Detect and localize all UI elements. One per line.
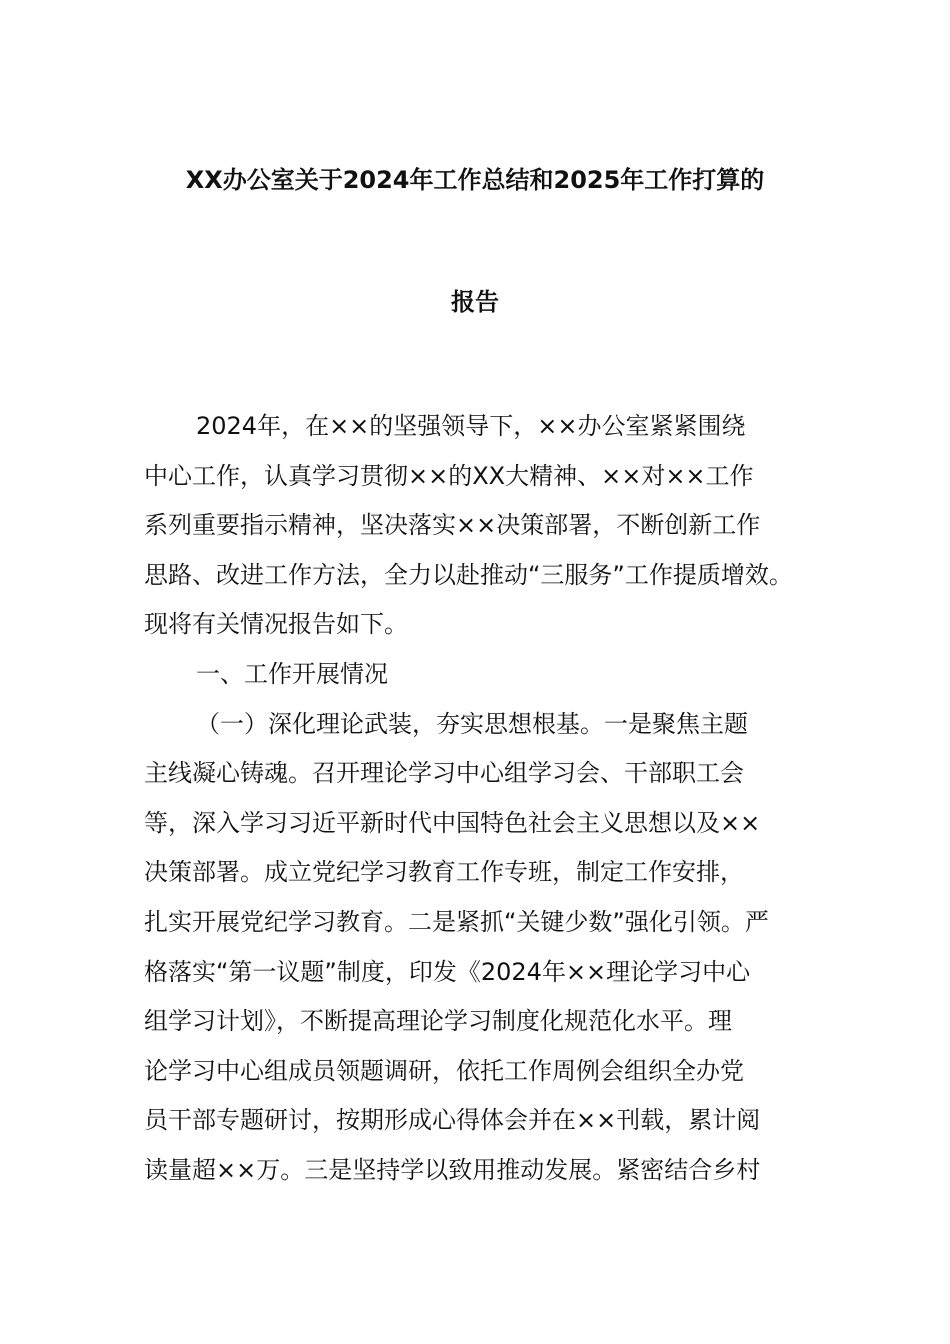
paragraph-line: （一）深化理论武装，夯实思想根基。一是聚焦主题 (196, 709, 748, 738)
document-body (144, 402, 824, 1196)
paragraph-line: 等，深入学习习近平新时代中国特色社会主义思想以及×× (144, 808, 761, 837)
paragraph-line: 决策部署。成立党纪学习教育工作专班，制定工作安排， (144, 858, 744, 887)
document-title-line-1: XX办公室关于2024年工作总结和2025年工作打算的 (185, 166, 765, 194)
paragraph-line: 论学习中心组成员领题调研，依托工作周例会组织全办党 (144, 1056, 744, 1085)
paragraph-line: 组学习计划》，不断提高理论学习制度化规范化水平。理 (144, 1007, 732, 1036)
paragraph-line: 员干部专题研讨，按期形成心得体会并在××刊载，累计阅 (144, 1106, 761, 1135)
document-title-line-2: 报告 (451, 288, 499, 316)
paragraph-line: 思路、改进工作方法，全力以赴推动“三服务”工作提质增效。 (144, 560, 793, 589)
paragraph-line: 现将有关情况报告如下。 (144, 610, 408, 639)
paragraph-line: 读量超××万。三是坚持学以致用推动发展。紧密结合乡村 (144, 1155, 761, 1184)
paragraph-line: 中心工作，认真学习贯彻××的XX大精神、××对××工作 (144, 461, 754, 490)
paragraph-line: 系列重要指示精神，坚决落实××决策部署，不断创新工作 (144, 511, 761, 540)
paragraph-line: 主线凝心铸魂。召开理论学习中心组学习会、干部职工会 (144, 759, 744, 788)
paragraph-line: 2024年，在××的坚强领导下，××办公室紧紧围绕 (196, 412, 746, 440)
paragraph-line: 扎实开展党纪学习教育。二是紧抓“关键少数”强化引领。严 (144, 907, 769, 936)
section-heading: 一、工作开展情况 (196, 659, 388, 688)
paragraph-line: 格落实“第一议题”制度，印发《2024年××理论学习中心 (144, 957, 751, 986)
